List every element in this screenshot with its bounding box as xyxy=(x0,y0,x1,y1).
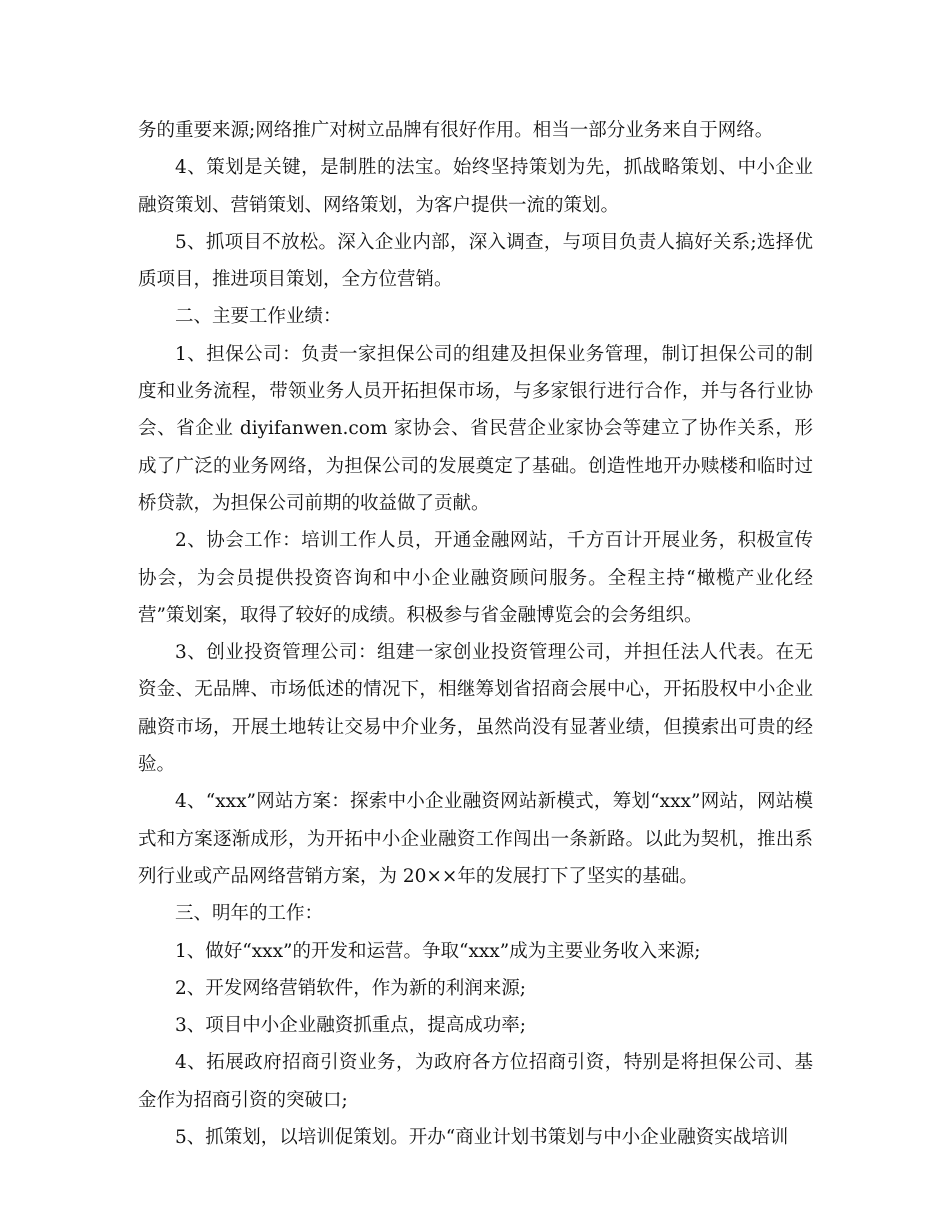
paragraph-planning-key: 4、策划是关键，是制胜的法宝。始终坚持策划为先，抓战略策划、中小企业融资策划、营销策划、网络策划，为客户提供一流的策划。 xyxy=(138,157,813,216)
paragraph-continuation: 务的重要来源;网络推广对树立品牌有很好作用。相当一部分业务来自于网络。 xyxy=(138,120,774,141)
list-item-next-year-1: 1、做好“xxx”的开发和运营。争取“xxx”成为主要业务收入来源; xyxy=(175,940,701,962)
section-heading-achievements: 二、主要工作业绩： xyxy=(175,306,342,328)
list-item-next-year-5: 5、抓策划，以培训促策划。开办“商业计划书策划与中小企业融资实战培训 xyxy=(175,1127,789,1149)
paragraph-guarantee-company: 1、担保公司：负责一家担保公司的组建及担保业务管理，制订担保公司的制度和业务流程，带领业务人员开拓担保市场，与多家银行进行合作，并与各行业协会、省企业 diyifanwen.com 家协会、省民营企业家协会等建立了协作关系，形成了广泛的业务网络，为担保公司的发展奠定了基础。创造性地开办赎楼和临时过桥贷款，为担保公司前期的收益做了贡献。 xyxy=(138,343,813,514)
paragraph-venture-investment: 3、创业投资管理公司：组建一家创业投资管理公司，并担任法人代表。在无资金、无品牌、市场低述的情况下，相继筹划省招商会展中心，开拓股权中小企业融资市场，开展土地转让交易中介业务，虽然尚没有显著业绩，但摸索出可贵的经验。 xyxy=(138,642,813,776)
list-item-next-year-3: 3、项目中小企业融资抓重点，提高成功率; xyxy=(175,1015,527,1037)
list-item-next-year-2: 2、开发网络营销软件，作为新的利润来源; xyxy=(175,977,527,999)
paragraph-projects: 5、抓项目不放松。深入企业内部，深入调查，与项目负责人搞好关系;选择优质项目，推进项目策划，全方位营销。 xyxy=(138,231,813,291)
section-heading-next-year: 三、明年的工作： xyxy=(175,903,324,925)
document-body xyxy=(138,112,813,1156)
list-item-next-year-4: 4、拓展政府招商引资业务，为政府各方位招商引资，特别是将担保公司、基金作为招商引资的突破口; xyxy=(138,1052,813,1111)
paragraph-association-work: 2、协会工作：培训工作人员，开通金融网站，千方百计开展业务，积极宣传协会，为会员提供投资咨询和中小企业融资顾问服务。全程主持“橄榄产业化经营”策划案，取得了较好的成绩。积极参与省金融博览会的会务组织。 xyxy=(138,530,813,626)
paragraph-website-plan: 4、“xxx”网站方案：探索中小企业融资网站新模式，筹划“xxx”网站，网站模式和方案逐渐成形，为开拓中小企业融资工作闯出一条新路。以此为契机，推出系列行业或产品网络营销方案，为 20××年的发展打下了坚实的基础。 xyxy=(138,791,813,887)
